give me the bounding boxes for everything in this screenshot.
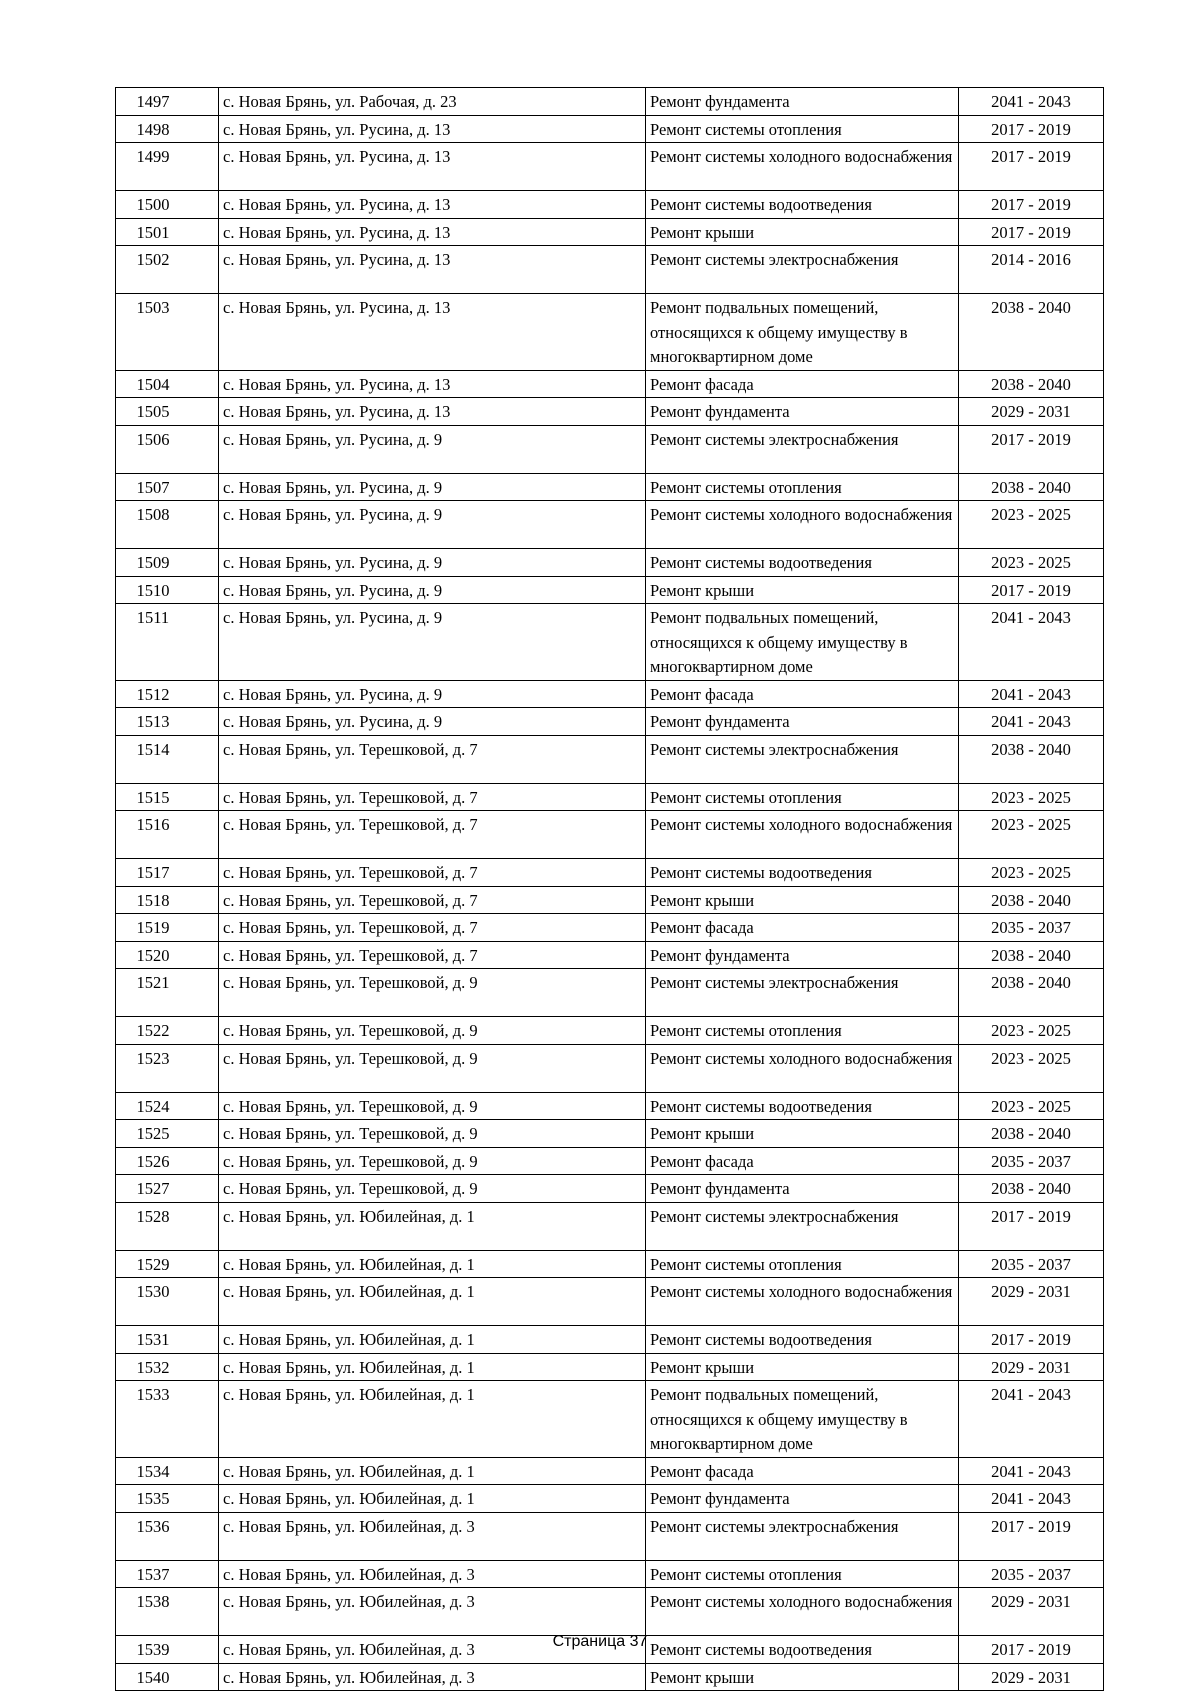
address-cell: с. Новая Брянь, ул. Юбилейная, д. 1 (219, 1457, 646, 1485)
work-type-cell: Ремонт фундамента (646, 708, 959, 736)
period-cell: 2023 - 2025 (959, 859, 1104, 887)
table-row (116, 1663, 1104, 1691)
address-cell: с. Новая Брянь, ул. Русина, д. 9 (219, 680, 646, 708)
address-cell: с. Новая Брянь, ул. Юбилейная, д. 3 (219, 1588, 646, 1636)
work-type-cell: Ремонт системы холодного водоснабжения (646, 1278, 959, 1326)
table-row (116, 859, 1104, 887)
work-type-cell: Ремонт крыши (646, 576, 959, 604)
work-type-cell: Ремонт фасада (646, 914, 959, 942)
row-number-cell: 1533 (116, 1381, 219, 1458)
table-row (116, 88, 1104, 116)
work-type-cell: Ремонт системы отопления (646, 473, 959, 501)
table-row (116, 143, 1104, 191)
table-row (116, 1147, 1104, 1175)
work-type-cell: Ремонт системы водоотведения (646, 1636, 959, 1664)
period-cell: 2038 - 2040 (959, 473, 1104, 501)
address-cell: с. Новая Брянь, ул. Русина, д. 9 (219, 425, 646, 473)
work-type-cell: Ремонт системы водоотведения (646, 549, 959, 577)
period-cell: 2023 - 2025 (959, 1044, 1104, 1092)
address-cell: с. Новая Брянь, ул. Русина, д. 13 (219, 143, 646, 191)
work-type-cell: Ремонт фасада (646, 1147, 959, 1175)
work-type-cell: Ремонт системы холодного водоснабжения (646, 1588, 959, 1636)
table-body (116, 88, 1104, 1691)
work-type-cell: Ремонт системы холодного водоснабжения (646, 143, 959, 191)
row-number-cell: 1526 (116, 1147, 219, 1175)
work-type-cell: Ремонт системы отопления (646, 115, 959, 143)
row-number-cell: 1536 (116, 1512, 219, 1560)
period-cell: 2038 - 2040 (959, 886, 1104, 914)
table-row (116, 1326, 1104, 1354)
work-type-cell: Ремонт фасада (646, 370, 959, 398)
row-number-cell: 1500 (116, 191, 219, 219)
row-number-cell: 1514 (116, 735, 219, 783)
table-row (116, 1017, 1104, 1045)
address-cell: с. Новая Брянь, ул. Терешковой, д. 9 (219, 1017, 646, 1045)
row-number-cell: 1507 (116, 473, 219, 501)
table-row (116, 886, 1104, 914)
period-cell: 2023 - 2025 (959, 1092, 1104, 1120)
row-number-cell: 1540 (116, 1663, 219, 1691)
address-cell: с. Новая Брянь, ул. Русина, д. 9 (219, 473, 646, 501)
row-number-cell: 1535 (116, 1485, 219, 1513)
row-number-cell: 1510 (116, 576, 219, 604)
period-cell: 2029 - 2031 (959, 1663, 1104, 1691)
address-cell: с. Новая Брянь, ул. Терешковой, д. 7 (219, 735, 646, 783)
address-cell: с. Новая Брянь, ул. Юбилейная, д. 3 (219, 1663, 646, 1691)
row-number-cell: 1537 (116, 1560, 219, 1588)
address-cell: с. Новая Брянь, ул. Русина, д. 13 (219, 246, 646, 294)
work-type-cell: Ремонт фундамента (646, 88, 959, 116)
period-cell: 2041 - 2043 (959, 88, 1104, 116)
period-cell: 2029 - 2031 (959, 398, 1104, 426)
table-row (116, 1120, 1104, 1148)
repair-schedule-table (115, 87, 1104, 1691)
row-number-cell: 1532 (116, 1353, 219, 1381)
period-cell: 2029 - 2031 (959, 1588, 1104, 1636)
row-number-cell: 1528 (116, 1202, 219, 1250)
table-row (116, 1353, 1104, 1381)
table-row (116, 1512, 1104, 1560)
period-cell: 2014 - 2016 (959, 246, 1104, 294)
row-number-cell: 1504 (116, 370, 219, 398)
row-number-cell: 1517 (116, 859, 219, 887)
table-row (116, 811, 1104, 859)
work-type-cell: Ремонт системы отопления (646, 783, 959, 811)
period-cell: 2017 - 2019 (959, 1512, 1104, 1560)
table-row (116, 1175, 1104, 1203)
address-cell: с. Новая Брянь, ул. Русина, д. 13 (219, 398, 646, 426)
table-row (116, 473, 1104, 501)
work-type-cell: Ремонт системы электроснабжения (646, 246, 959, 294)
row-number-cell: 1530 (116, 1278, 219, 1326)
work-type-cell: Ремонт фундамента (646, 1485, 959, 1513)
row-number-cell: 1508 (116, 501, 219, 549)
address-cell: с. Новая Брянь, ул. Юбилейная, д. 1 (219, 1278, 646, 1326)
address-cell: с. Новая Брянь, ул. Русина, д. 9 (219, 549, 646, 577)
work-type-cell: Ремонт крыши (646, 1353, 959, 1381)
address-cell: с. Новая Брянь, ул. Юбилейная, д. 1 (219, 1202, 646, 1250)
table-row (116, 549, 1104, 577)
table-row (116, 941, 1104, 969)
row-number-cell: 1516 (116, 811, 219, 859)
table-row (116, 370, 1104, 398)
address-cell: с. Новая Брянь, ул. Русина, д. 9 (219, 501, 646, 549)
address-cell: с. Новая Брянь, ул. Юбилейная, д. 1 (219, 1381, 646, 1458)
table-row (116, 1044, 1104, 1092)
address-cell: с. Новая Брянь, ул. Терешковой, д. 9 (219, 1092, 646, 1120)
work-type-cell: Ремонт системы водоотведения (646, 191, 959, 219)
row-number-cell: 1522 (116, 1017, 219, 1045)
table-row (116, 1560, 1104, 1588)
work-type-cell: Ремонт системы отопления (646, 1017, 959, 1045)
table-row (116, 1278, 1104, 1326)
row-number-cell: 1501 (116, 218, 219, 246)
address-cell: с. Новая Брянь, ул. Русина, д. 13 (219, 294, 646, 371)
address-cell: с. Новая Брянь, ул. Терешковой, д. 9 (219, 1175, 646, 1203)
address-cell: с. Новая Брянь, ул. Русина, д. 13 (219, 115, 646, 143)
table-row (116, 680, 1104, 708)
work-type-cell: Ремонт крыши (646, 886, 959, 914)
work-type-cell: Ремонт системы электроснабжения (646, 425, 959, 473)
period-cell: 2023 - 2025 (959, 783, 1104, 811)
work-type-cell: Ремонт системы водоотведения (646, 859, 959, 887)
address-cell: с. Новая Брянь, ул. Юбилейная, д. 3 (219, 1636, 646, 1664)
row-number-cell: 1515 (116, 783, 219, 811)
work-type-cell: Ремонт системы отопления (646, 1250, 959, 1278)
period-cell: 2041 - 2043 (959, 604, 1104, 681)
table-row (116, 398, 1104, 426)
period-cell: 2038 - 2040 (959, 1175, 1104, 1203)
row-number-cell: 1499 (116, 143, 219, 191)
address-cell: с. Новая Брянь, ул. Терешковой, д. 9 (219, 969, 646, 1017)
row-number-cell: 1497 (116, 88, 219, 116)
table-row (116, 1588, 1104, 1636)
period-cell: 2017 - 2019 (959, 191, 1104, 219)
period-cell: 2017 - 2019 (959, 143, 1104, 191)
table-row (116, 576, 1104, 604)
period-cell: 2023 - 2025 (959, 1017, 1104, 1045)
table-row (116, 1457, 1104, 1485)
period-cell: 2038 - 2040 (959, 1120, 1104, 1148)
row-number-cell: 1521 (116, 969, 219, 1017)
period-cell: 2041 - 2043 (959, 1485, 1104, 1513)
period-cell: 2035 - 2037 (959, 1560, 1104, 1588)
row-number-cell: 1527 (116, 1175, 219, 1203)
address-cell: с. Новая Брянь, ул. Терешковой, д. 7 (219, 914, 646, 942)
table-row (116, 191, 1104, 219)
row-number-cell: 1538 (116, 1588, 219, 1636)
row-number-cell: 1506 (116, 425, 219, 473)
row-number-cell: 1519 (116, 914, 219, 942)
address-cell: с. Новая Брянь, ул. Русина, д. 9 (219, 604, 646, 681)
row-number-cell: 1520 (116, 941, 219, 969)
table-row (116, 1202, 1104, 1250)
table-row (116, 1250, 1104, 1278)
period-cell: 2029 - 2031 (959, 1278, 1104, 1326)
period-cell: 2038 - 2040 (959, 735, 1104, 783)
table-row (116, 1092, 1104, 1120)
period-cell: 2038 - 2040 (959, 370, 1104, 398)
work-type-cell: Ремонт системы электроснабжения (646, 1512, 959, 1560)
address-cell: с. Новая Брянь, ул. Русина, д. 13 (219, 191, 646, 219)
period-cell: 2029 - 2031 (959, 1353, 1104, 1381)
period-cell: 2041 - 2043 (959, 1381, 1104, 1458)
address-cell: с. Новая Брянь, ул. Юбилейная, д. 1 (219, 1485, 646, 1513)
address-cell: с. Новая Брянь, ул. Рабочая, д. 23 (219, 88, 646, 116)
work-type-cell: Ремонт крыши (646, 1120, 959, 1148)
row-number-cell: 1529 (116, 1250, 219, 1278)
address-cell: с. Новая Брянь, ул. Терешковой, д. 7 (219, 941, 646, 969)
period-cell: 2023 - 2025 (959, 501, 1104, 549)
period-cell: 2023 - 2025 (959, 549, 1104, 577)
row-number-cell: 1534 (116, 1457, 219, 1485)
row-number-cell: 1518 (116, 886, 219, 914)
period-cell: 2041 - 2043 (959, 708, 1104, 736)
work-type-cell: Ремонт системы холодного водоснабжения (646, 501, 959, 549)
row-number-cell: 1505 (116, 398, 219, 426)
period-cell: 2038 - 2040 (959, 294, 1104, 371)
table-row (116, 115, 1104, 143)
row-number-cell: 1509 (116, 549, 219, 577)
table-row (116, 708, 1104, 736)
period-cell: 2017 - 2019 (959, 1202, 1104, 1250)
table-row (116, 1485, 1104, 1513)
address-cell: с. Новая Брянь, ул. Терешковой, д. 7 (219, 783, 646, 811)
work-type-cell: Ремонт подвальных помещений, относящихся к общему имуществу в многоквартирном доме (646, 1381, 959, 1458)
work-type-cell: Ремонт фундамента (646, 398, 959, 426)
row-number-cell: 1513 (116, 708, 219, 736)
period-cell: 2035 - 2037 (959, 914, 1104, 942)
address-cell: с. Новая Брянь, ул. Русина, д. 13 (219, 370, 646, 398)
table-row (116, 1381, 1104, 1458)
row-number-cell: 1539 (116, 1636, 219, 1664)
address-cell: с. Новая Брянь, ул. Юбилейная, д. 1 (219, 1326, 646, 1354)
table-row (116, 914, 1104, 942)
work-type-cell: Ремонт крыши (646, 1663, 959, 1691)
address-cell: с. Новая Брянь, ул. Терешковой, д. 7 (219, 859, 646, 887)
period-cell: 2017 - 2019 (959, 115, 1104, 143)
work-type-cell: Ремонт фасада (646, 680, 959, 708)
work-type-cell: Ремонт крыши (646, 218, 959, 246)
table-row (116, 969, 1104, 1017)
work-type-cell: Ремонт подвальных помещений, относящихся к общему имуществу в многоквартирном доме (646, 294, 959, 371)
period-cell: 2035 - 2037 (959, 1250, 1104, 1278)
address-cell: с. Новая Брянь, ул. Терешковой, д. 7 (219, 886, 646, 914)
row-number-cell: 1512 (116, 680, 219, 708)
work-type-cell: Ремонт системы водоотведения (646, 1092, 959, 1120)
table-row (116, 425, 1104, 473)
row-number-cell: 1531 (116, 1326, 219, 1354)
work-type-cell: Ремонт фундамента (646, 941, 959, 969)
address-cell: с. Новая Брянь, ул. Терешковой, д. 9 (219, 1120, 646, 1148)
address-cell: с. Новая Брянь, ул. Юбилейная, д. 1 (219, 1250, 646, 1278)
address-cell: с. Новая Брянь, ул. Юбилейная, д. 3 (219, 1512, 646, 1560)
table-row (116, 294, 1104, 371)
work-type-cell: Ремонт системы отопления (646, 1560, 959, 1588)
address-cell: с. Новая Брянь, ул. Юбилейная, д. 3 (219, 1560, 646, 1588)
row-number-cell: 1525 (116, 1120, 219, 1148)
table-row (116, 246, 1104, 294)
table-row (116, 735, 1104, 783)
row-number-cell: 1502 (116, 246, 219, 294)
period-cell: 2041 - 2043 (959, 680, 1104, 708)
table-row (116, 501, 1104, 549)
address-cell: с. Новая Брянь, ул. Русина, д. 9 (219, 708, 646, 736)
period-cell: 2017 - 2019 (959, 576, 1104, 604)
address-cell: с. Новая Брянь, ул. Русина, д. 9 (219, 576, 646, 604)
address-cell: с. Новая Брянь, ул. Русина, д. 13 (219, 218, 646, 246)
period-cell: 2017 - 2019 (959, 218, 1104, 246)
table-row (116, 218, 1104, 246)
table-row (116, 783, 1104, 811)
table-row (116, 604, 1104, 681)
period-cell: 2017 - 2019 (959, 1326, 1104, 1354)
work-type-cell: Ремонт системы холодного водоснабжения (646, 1044, 959, 1092)
row-number-cell: 1511 (116, 604, 219, 681)
work-type-cell: Ремонт фасада (646, 1457, 959, 1485)
work-type-cell: Ремонт системы водоотведения (646, 1326, 959, 1354)
period-cell: 2038 - 2040 (959, 941, 1104, 969)
work-type-cell: Ремонт системы электроснабжения (646, 1202, 959, 1250)
period-cell: 2035 - 2037 (959, 1147, 1104, 1175)
work-type-cell: Ремонт системы электроснабжения (646, 969, 959, 1017)
work-type-cell: Ремонт системы электроснабжения (646, 735, 959, 783)
work-type-cell: Ремонт фундамента (646, 1175, 959, 1203)
page-number: Страница 37 (552, 1633, 648, 1650)
row-number-cell: 1523 (116, 1044, 219, 1092)
address-cell: с. Новая Брянь, ул. Терешковой, д. 9 (219, 1147, 646, 1175)
period-cell: 2023 - 2025 (959, 811, 1104, 859)
work-type-cell: Ремонт подвальных помещений, относящихся к общему имуществу в многоквартирном доме (646, 604, 959, 681)
row-number-cell: 1524 (116, 1092, 219, 1120)
address-cell: с. Новая Брянь, ул. Терешковой, д. 9 (219, 1044, 646, 1092)
row-number-cell: 1503 (116, 294, 219, 371)
work-type-cell: Ремонт системы холодного водоснабжения (646, 811, 959, 859)
period-cell: 2038 - 2040 (959, 969, 1104, 1017)
period-cell: 2017 - 2019 (959, 425, 1104, 473)
period-cell: 2017 - 2019 (959, 1636, 1104, 1664)
address-cell: с. Новая Брянь, ул. Юбилейная, д. 1 (219, 1353, 646, 1381)
address-cell: с. Новая Брянь, ул. Терешковой, д. 7 (219, 811, 646, 859)
row-number-cell: 1498 (116, 115, 219, 143)
period-cell: 2041 - 2043 (959, 1457, 1104, 1485)
